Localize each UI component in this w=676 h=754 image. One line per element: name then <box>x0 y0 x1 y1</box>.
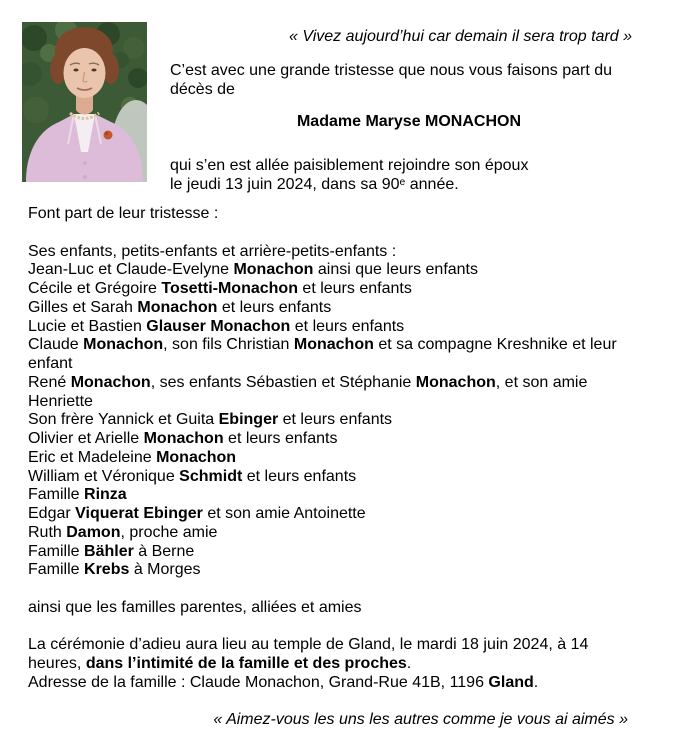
hair-left <box>50 54 66 84</box>
family-line: Lucie et Bastien Glauser Monachon et leurs enfants <box>28 317 405 335</box>
blank-line <box>28 580 648 599</box>
family-list-heading: Ses enfants, petits-enfants et arrière-petits-enfants : <box>28 242 397 260</box>
family-line: Edgar Viquerat Ebinger et son amie Antoinette <box>28 505 366 522</box>
main-text-column <box>28 195 648 730</box>
family-line: William et Véronique Schmidt et leurs enfants <box>28 467 357 485</box>
blank-line <box>28 693 648 712</box>
family-line: Famille Bähler à Berne <box>28 542 195 560</box>
family-line: Ruth Damon, proche amie <box>28 523 218 541</box>
family-address-line: Adresse de la famille : Claude Monachon, Grand-Rue 41B, 1196 Gland. <box>28 673 539 691</box>
family-line: Famille Krebs à Morges <box>28 561 201 579</box>
jacket-button <box>83 161 87 165</box>
closing-line: ainsi que les familles parentes, alliées et amies <box>28 598 362 616</box>
epigraph-quote: « Vivez aujourd’hui car demain il sera trop tard » <box>289 28 632 45</box>
hair-right <box>103 54 119 84</box>
header-text-column <box>170 28 648 195</box>
family-line: Claude Monachon, son fils Christian Monachon et sa compagne Kreshnike et leur <box>28 336 617 354</box>
family-line: René Monachon, ses enfants Sébastien et Stéphanie Monachon, et son amie <box>28 373 588 391</box>
ceremony-line: heures, dans l’intimité de la famille et des proches. <box>28 655 412 672</box>
right-eye <box>91 69 96 72</box>
header-section <box>0 0 676 195</box>
family-line: Cécile et Grégoire Tosetti-Monachon et leurs enfants <box>28 280 412 297</box>
intro-line: qui s’en est allée paisiblement rejoindre son époux <box>170 157 529 174</box>
family-line: Olivier et Arielle Monachon et leurs enfants <box>28 430 338 447</box>
brooch-detail <box>105 132 108 135</box>
family-line: Famille Rinza <box>28 486 127 504</box>
ceremony-line: La cérémonie d’adieu aura lieu au temple de Gland, le mardi 18 juin 2024, à 14 <box>28 636 589 654</box>
deceased-name: Madame Maryse MONACHON <box>296 113 522 131</box>
portrait-photo <box>22 22 147 182</box>
family-line: enfant <box>28 355 73 372</box>
jacket-button <box>83 175 87 179</box>
announcement-line: Font part de leur tristesse : <box>28 205 219 222</box>
family-line: Gilles et Sarah Monachon et leurs enfants <box>28 298 332 316</box>
family-line: Son frère Yannick et Guita Ebinger et leurs enfants <box>28 411 393 429</box>
closing-quote: « Aimez-vous les uns les autres comme je vous ai aimés » <box>213 711 628 729</box>
brooch <box>104 131 113 140</box>
family-line: Eric et Madeleine Monachon <box>28 448 237 466</box>
left-eye <box>73 69 78 72</box>
family-list <box>28 243 648 581</box>
blank-line <box>28 224 648 243</box>
blank-line <box>28 618 648 637</box>
family-line: Jean-Luc et Claude-Evelyne Monachon ainsi que leurs enfants <box>28 261 478 279</box>
intro-line: le jeudi 13 juin 2024, dans sa 90e année. <box>170 175 459 193</box>
portrait-illustration <box>22 22 147 182</box>
family-line: Henriette <box>28 392 93 410</box>
intro-line: décès de <box>170 80 235 98</box>
ceremony-info <box>28 636 648 692</box>
intro-line: C’est avec une grande tristesse que nous vous faisons part du <box>170 61 613 79</box>
